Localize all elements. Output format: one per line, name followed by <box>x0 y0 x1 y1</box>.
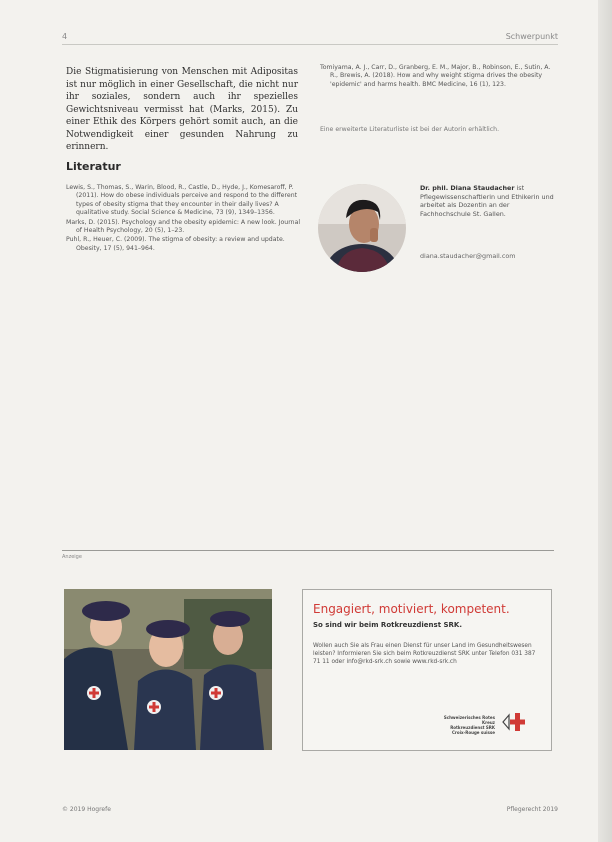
advertisement-label: Anzeige <box>62 554 82 560</box>
author-description: ist Pflegewissenschaftlerin und Ethikerin und arbeitet als Dozentin an der Fachhochschule St. Gallen. <box>420 184 554 218</box>
advertisement-box[interactable] <box>302 589 552 751</box>
header-page-number: 4 <box>62 32 68 41</box>
literature-heading: Literatur <box>66 160 121 173</box>
red-cross-logo-icon <box>501 711 527 733</box>
advertisement-title: Engagiert, motiviert, kompetent. <box>313 602 510 616</box>
reference-item: Marks, D. (2015). Psychology and the obesity epidemic: A new look. Journal of Health Psychology, 20 (5), 1–23. <box>66 218 301 235</box>
reference-item: Tomiyama, A. J., Carr, D., Granberg, E. M., Major, B., Robinson, E., Sutin, A. R., Brewis, A. (2018). How and why weight stigma drives the obesity 'epidemic' and harms health. BMC Medicine, 16 (1), 123. <box>320 64 551 88</box>
logo-line: Rotkreuzdienst SRK <box>450 725 495 730</box>
author-name: Dr. phil. Diana Staudacher <box>420 184 515 192</box>
footer-copyright: © 2019 Hogrefe <box>62 806 111 813</box>
references-left-column <box>66 184 306 254</box>
page-edge-shadow <box>598 0 612 842</box>
reference-item: Puhl, R., Heuer, C. (2009). The stigma of obesity: a review and update. Obesity, 17 (5), 941–964. <box>66 236 285 252</box>
advertisement-photo <box>64 589 272 750</box>
author-email[interactable]: diana.staudacher@gmail.com <box>420 252 516 260</box>
author-bio <box>420 184 560 218</box>
footer-journal: Pflegerecht 2019 <box>506 806 558 813</box>
header-divider <box>62 44 558 45</box>
advertisement-divider <box>62 550 554 551</box>
advertisement-logo-text <box>431 715 495 735</box>
logo-line: Schweizerisches Rotes Kreuz <box>443 715 495 725</box>
body-paragraph: Die Stigmatisierung von Menschen mit Adipositas ist nur möglich in einer Gesellschaft, die nicht nur ihr soziales, sondern auch ihr spezielles Gewichtsniveau vermisst hat (Marks, 2015). Zu einer Ethik des Körpers gehört somit auch, an die Notwendigkeit einer gesunden Nahrung zu erinnern. <box>66 67 298 152</box>
logo-line: Croix-Rouge suisse <box>452 730 495 735</box>
author-portrait <box>318 184 406 272</box>
reference-item: Lewis, S., Thomas, S., Warin, Blood, R., Castle, D., Hyde, J., Komesaroff, P. (2011). How do obese individuals perceive and respond to the different types of obesity stigma that they encounter in their daily lives? A qualitative study. Social Science & Medicine, 73 (9), 1349–1356. <box>66 184 298 217</box>
references-right-column <box>320 64 560 90</box>
advertisement-text: Wollen auch Sie als Frau einen Dienst für unser Land im Gesundheitswesen leisten? Informieren Sie sich beim Rotkreuzdienst SRK unter Telefon 031 387 71 11 oder info@rkd-srk.ch sowie www.rkd-srk.ch <box>313 643 536 666</box>
literature-note: Eine erweiterte Literaturliste ist bei der Autorin erhältlich. <box>320 126 500 133</box>
header-section-title: Schwerpunkt <box>505 32 558 41</box>
advertisement-subtitle: So sind wir beim Rotkreuzdienst SRK. <box>313 621 462 629</box>
